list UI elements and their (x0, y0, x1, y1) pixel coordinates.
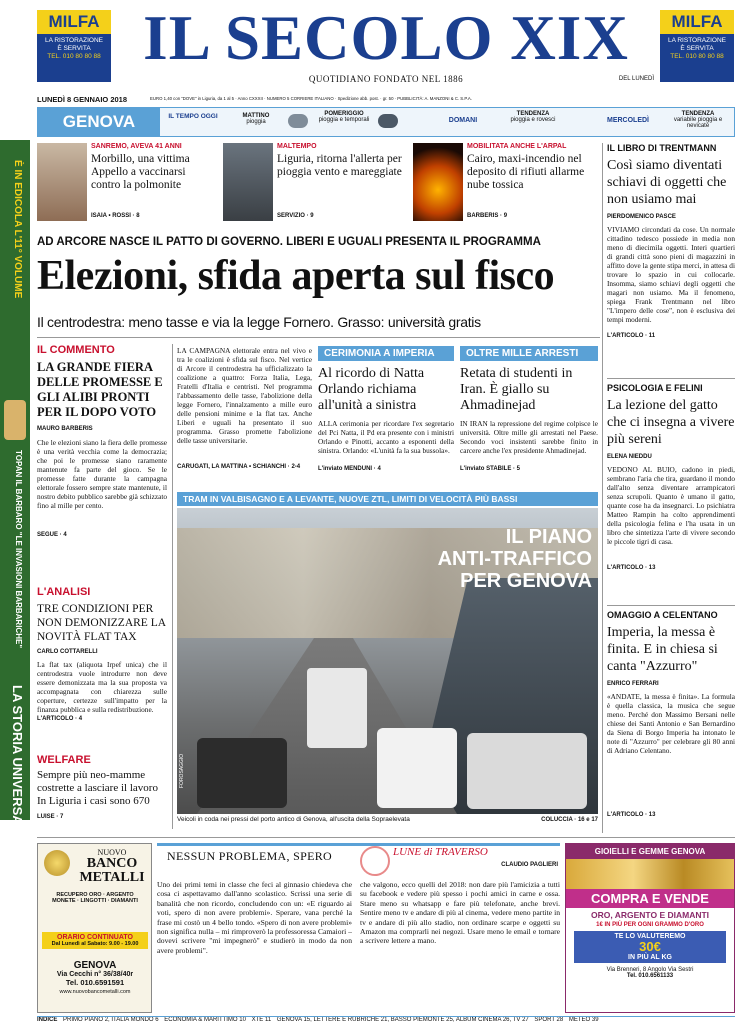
banco-title (74, 848, 150, 885)
moon-icon (360, 846, 390, 876)
banco-title-line: NUOVO (97, 848, 127, 857)
milfa-logo: MILFA (37, 10, 111, 34)
analisi-more: L'ARTICOLO · 4 (37, 716, 83, 722)
milfa-line: TEL. 010 80 80 88 (47, 53, 101, 60)
weather-tendency-desc: pioggia e rovesci (510, 117, 556, 123)
right-story-2[interactable] (607, 383, 735, 571)
storm-cloud-icon (378, 114, 398, 128)
cerimonia-headline: Al ricordo di Natta Orlando richiama all'unità a sinistra (318, 366, 425, 413)
commento-author: MAURO BARBERIS (37, 426, 93, 432)
teaser-photo (37, 143, 87, 221)
column-body-1: Uno dei primi temi in classe che feci al ginnasio chiedeva che cosa ci aspettavamo dall'anno scolastico. Scrissi una serie di banalità che non ricordo, concludendo con un: «E riguardo ai voti, spero di non avere problemi». Sperare, vana perché la frase mi costò un 4 bello tondo. «Spero di non avere problemi» non significa nulla – mi rimproverò la professoressa Camaiori – dovevi scrivere "mi impegnerò" e studierò in modo da non avere problemi". (157, 880, 352, 955)
banco-city: GENOVA (73, 960, 117, 971)
main-byline: CARUGATI, LA MATTINA • SCHIANCHI · 2-4 (177, 464, 301, 470)
right-label: IL LIBRO DI TRENTMANN (607, 143, 717, 153)
issue-date: LUNEDÌ 8 GENNAIO 2018 (37, 95, 128, 104)
banco-hours-title: ORARIO CONTINUATO (57, 934, 133, 941)
teaser-2[interactable] (223, 143, 408, 223)
gioielli-ad[interactable] (565, 843, 735, 1013)
divider (37, 337, 600, 338)
arresti-headline: Retata di studenti in Iran. È giallo su Ahmadinejad (460, 366, 573, 413)
banco-site[interactable]: www.nuovobancometalli.com (59, 989, 131, 995)
main-headline: Elezioni, sfida aperta sul fisco (37, 253, 555, 299)
photo-bar: TRAM IN VALBISAGNO E A LEVANTE, NUOVE ZTL, LIMITI DI VELOCITÀ PIÙ BASSI (177, 492, 598, 506)
teaser-3[interactable] (413, 143, 598, 223)
weather-tendency-label: TENDENZA (516, 111, 550, 117)
welfare-byline: LUISE · 7 (37, 814, 64, 820)
cerimonia-byline: L'inviato MENDUNI · 4 (318, 466, 381, 472)
banner-bottom-text: LA STORIA UNIVERSALE DISNEY. (10, 685, 25, 896)
right-more-text: L'ARTICOLO (607, 333, 644, 339)
photo-car (307, 668, 367, 748)
analisi-box[interactable] (37, 586, 167, 722)
right-more: L'ARTICOLO · 11 (607, 333, 656, 339)
right-headline: La lezione del gatto che ci insegna a vivere più sereni (607, 398, 735, 447)
gioielli-line1: COMPRA E VENDE (566, 889, 734, 908)
banco-address: Via Cecchi n° 36/38/40r (56, 971, 134, 978)
banner-top-text: È IN EDICOLA L'11° VOLUME (12, 160, 23, 299)
photo-caption: Veicoli in coda nei pressi del porto antico di Genova, all'uscita della Sopraelevata (177, 816, 410, 823)
teaser-byline: ISAIA • ROSSI · 8 (91, 213, 140, 219)
teaser-kicker: SANREMO, AVEVA 41 ANNI (91, 143, 182, 150)
teaser-byline-text: BARBERIS (467, 213, 499, 219)
main-subhead: Il centrodestra: meno tasse e via la legge Fornero. Grasso: università gratis (37, 314, 481, 330)
milfa-ad-left[interactable] (37, 10, 111, 82)
photo-byline: COLUCCIA · 16 e 17 (541, 817, 598, 823)
weather-afternoon (313, 111, 375, 123)
banco-contact (42, 960, 148, 995)
welfare-byline-text: LUISE (37, 814, 55, 820)
cerimonia-page: 4 (377, 466, 381, 472)
main-page: 2-4 (291, 464, 301, 470)
right-body: «ANDATE, la messa è finita». La formula è quella classica, la musica che segue meno. Perché don Massimo Bersani nelle chiese dei Santi Antonio e San Bernardino da Siena di Borgo Imperia ha intonato le note di "Azzurro" per celebrare gli 80 anni di Adriano Celentano. (607, 692, 735, 755)
photo-car (197, 738, 287, 808)
right-story-3[interactable] (607, 610, 735, 818)
weather-morning-desc: pioggia (246, 119, 266, 125)
index-bar (37, 1016, 735, 1024)
teaser-byline-text: ISAIA • ROSSI (91, 213, 131, 219)
teaser-byline: SERVIZIO · 9 (277, 213, 314, 219)
weather-city: GENOVA (38, 108, 160, 136)
teaser-page: 9 (503, 213, 508, 219)
analisi-more-text: L'ARTICOLO (37, 716, 74, 722)
commento-more: SEGUE · 4 (37, 532, 67, 538)
teaser-kicker: MOBILITATA ANCHE L'ARPAL (467, 143, 567, 150)
teaser-headline: Morbillo, una vittima Appello a vaccinarsi contro la polmonite (91, 153, 190, 191)
photo-byline-text: COLUCCIA (541, 817, 573, 823)
right-author: PIERDOMENICO PASCE (607, 214, 676, 220)
teaser-headline: Cairo, maxi-incendio nel deposito di rifiuti allarme nube tossica (467, 153, 585, 191)
main-body: LA CAMPAGNA elettorale entra nel vivo e tra le coalizioni è sfida sul fisco. Nel vertice di Arcore il centrodestra ha ufficializzato la coalizione a quattro: Forza Italia, Lega, Fratelli d'Italia e centristi. Nel programma l'abbassamento delle tasse, l'abolizione della legge Fornero, l'innalzamento a mille euro delle pensioni minime e la flat tax. Anche Liberi e uguali ha presentato il suo programma. Grasso promette l'abolizione delle tasse universitarie. (177, 346, 312, 445)
divider (607, 378, 735, 379)
index-item[interactable]: XTE 11 (251, 1017, 272, 1023)
banco-service-line: MONETE · LINGOTTI · DIAMANTI (52, 898, 138, 904)
arresti-byline: L'inviato STABILE · 5 (460, 466, 521, 472)
weather-tendency1 (503, 111, 563, 123)
banco-title-line: METALLI (79, 870, 145, 885)
right-headline: Imperia, la messa è finita. E in chiesa si canta "Azzurro" (607, 625, 718, 674)
milfa-line: LA RISTORAZIONE (44, 37, 104, 44)
right-label: PSICOLOGIA E FELINI (607, 383, 703, 393)
gold-bars-image (566, 859, 734, 889)
banco-service-line: RECUPERO ORO · ARGENTO (56, 892, 134, 898)
right-author: ELENA NIEDDU (607, 454, 652, 460)
masthead-title: IL SECOLO XIX (143, 3, 629, 73)
masthead-edition: DEL LUNEDÌ (618, 76, 654, 82)
gioielli-title: GIOIELLI E GEMME GENOVA (566, 844, 734, 859)
photo-car (377, 728, 457, 808)
welfare-headline: Sempre più neo-mamme costrette a lasciare il lavoro In Liguria i casi sono 670 (37, 769, 158, 807)
banco-title-line: BANCO (86, 856, 138, 871)
right-page: 13 (648, 565, 656, 571)
divider (172, 344, 173, 829)
gioielli-bonus: 30€ (639, 939, 661, 954)
commento-body: Che le elezioni siano la fiera delle promesse è una verità vecchia come la democrazia; che poi le promesse siano raramente mantenute fa parte del gioco. Se le promesse fatte durante la campagna elettorale fossero sempre state mantenute, il nostro debito pubblico sarebbe già schizzato fino al mille per cento. (37, 438, 167, 510)
banco-services (42, 892, 148, 904)
right-author: ENRICO FERRARI (607, 681, 659, 687)
commento-page: 4 (63, 532, 67, 538)
right-more: L'ARTICOLO · 13 (607, 565, 656, 571)
disney-side-banner[interactable] (0, 140, 30, 896)
analisi-page: 4 (78, 716, 83, 722)
gioielli-address: Via Brenneri, 8 Angolo Via Sestri (606, 967, 694, 973)
photo-overlay-line: IL PIANO (505, 526, 592, 548)
index-item[interactable]: METEO 39 (568, 1017, 599, 1023)
right-label: OMAGGIO A CELENTANO (607, 610, 718, 620)
photo-car (467, 733, 587, 809)
weather-afternoon-desc: pioggia e temporali (318, 117, 370, 123)
divider (37, 837, 735, 838)
gioielli-line3: 1€ IN PIÙ PER OGNI GRAMMO D'ORO (596, 922, 704, 928)
weather-afternoon-label: POMERIGGIO (324, 111, 364, 117)
index-item[interactable]: ECONOMIA & MARITTIMO 10 (164, 1017, 246, 1023)
right-story-1[interactable] (607, 143, 735, 339)
gioielli-phone: Tel. 010.6561133 (626, 973, 674, 979)
photo-credit: FOROSAGGIO (179, 753, 185, 788)
teaser-byline: BARBERIS · 9 (467, 213, 508, 219)
banco-metalli-ad[interactable] (37, 843, 152, 1013)
column-title: NESSUN PROBLEMA, SPERO (167, 849, 332, 863)
arresti-bar: OLTRE MILLE ARRESTI (460, 346, 598, 361)
weather-today-label: IL TEMPO OGGI (168, 113, 218, 120)
commento-headline: LA GRANDE FIERA DELLE PROMESSE E GLI ALIBI PRONTI PER IL DOPO VOTO (37, 360, 163, 419)
weather-wednesday-label: MERCOLEDÌ (607, 117, 649, 124)
index-item[interactable]: GENOVA 15, LETTERE E RUBRICHE 21, BASSO PIEMONTE 25, ALBUM CINEMA 26, TV 27 (276, 1017, 529, 1023)
index-label: INDICE (37, 1017, 58, 1023)
photo-overlay-line: ANTI-TRAFFICO (437, 548, 592, 570)
teaser-page: 8 (136, 213, 140, 219)
gioielli-offer (574, 931, 726, 963)
cerimonia-bar: CERIMONIA A IMPERIA (318, 346, 454, 361)
analisi-headline: TRE CONDIZIONI PER NON DEMONIZZARE LA NOVITÀ FLAT TAX (37, 603, 166, 643)
banner-figure (4, 400, 26, 440)
teaser-byline-text: SERVIZIO (277, 213, 305, 219)
weather-tomorrow-label: DOMANI (448, 117, 478, 124)
weather-morning (226, 113, 286, 125)
divider (602, 143, 603, 833)
teaser-page: 9 (310, 213, 314, 219)
right-body: VEDONO AL BUIO, cadono in piedi, sembrano l'aria che tira, guardano il mondo dall'alto senza diventare arrampicatori senza scrupoli. Quanto è umano il gatto, quante cose ha da insegnarci. Lo psichiatra Matteo Rampin ha colto apprendimenti della psicologia felina e l'ha usata in un libro che sintetizza l'arte di vivere secondo le piccole tigri di casa. (607, 465, 735, 546)
main-story[interactable] (177, 346, 312, 470)
cerimonia-byline-text: L'inviato MENDUNI (318, 466, 373, 472)
teaser-headline: Liguria, ritorna l'allerta per pioggia vento e mareggiate (277, 153, 402, 178)
welfare-label: WELFARE (37, 754, 91, 766)
arresti-body: IN IRAN la repressione del regime colpisce le università. Oltre mille gli arrestati nel Paese. Secondo voci insistenti sarebbe finito in carcere anche l'ex presidente Ahmadinejad. (460, 419, 598, 455)
milfa-ad-right[interactable] (660, 10, 734, 82)
teaser-kicker: MALTEMPO (277, 143, 317, 150)
index-item[interactable]: SPORT 28 (534, 1017, 564, 1023)
commento-label: IL COMMENTO (37, 344, 115, 356)
main-kicker: AD ARCORE NASCE IL PATTO DI GOVERNO. LIBERI E UGUALI PRESENTA IL PROGRAMMA (37, 236, 541, 248)
price-line: EURO 1,40 con "DOVE" in Liguria, da 1 al 5 · Anno CXXXII · NUMERO 5 CORRIERE ITALIANO · Spedizione abb. post. · gr. 50 · PUBBLICITÀ: A. MANZONI & C. S.P.A. (150, 96, 472, 101)
weather-tendency-desc: variabile pioggia e nevicate (673, 117, 723, 129)
banco-hours-text: Dal Lunedì al Sabato: 9.00 - 19.00 (51, 941, 139, 947)
column-body-2: che valgono, ecco quelli del 2018: non dare più l'amicizia a tutti su facebook e vedere più spesso i pochi amici in carne e ossa. Stare meno su whatsapp e fare più telefonate, anche brevi. Sentire meno tv e andare di più al cinema, vedere meno partite in tv e andare di più allo stadio, non ordinare scarpe e oggetti su Amazon ma comprarli nei negozi. Usare meno le email e tornare a scrivere lettere a mano. (360, 880, 560, 946)
gioielli-offer-text: TE LO VALUTEREMO (614, 933, 686, 940)
masthead-subtitle: QUOTIDIANO FONDATO NEL 1886 (308, 74, 464, 84)
cerimonia-body: ALLA cerimonia per ricordare l'ex segretario del Pci Natta, il Pd era presente con i ministri Orlando e Pinotti, accanto a esponenti della sinistra. Orlando: «L'unità fa la sua bussola». (318, 419, 454, 455)
weather-bar (37, 107, 735, 137)
gioielli-line2: ORO, ARGENTO E DIAMANTI (590, 910, 710, 920)
photo-page: 16 e 17 (577, 817, 598, 823)
welfare-page: 7 (60, 814, 64, 820)
milfa-line: LA RISTORAZIONE (667, 37, 727, 44)
right-body: VIVIAMO circondati da cose. Un normale cittadino tedesco possiede in media non meno di diecimila oggetti. Interi quartieri di grandi città sono pieni di magazzini in affitto dove la gente stipa merci, in attesa di trovare lo spazio in cui collocarle. Insomma, siamo schiavi degli oggetti che magari non usiamo. Ma il fenomeno, spiega Frank Trentmann nel libro "L'impero delle cose", non è esclusiva dei tempi moderni. (607, 225, 735, 324)
analisi-author: CARLO COTTARELLI (37, 649, 98, 655)
arresti-page: 5 (516, 466, 521, 472)
teaser-photo (223, 143, 273, 221)
index-item[interactable]: PRIMO PIANO 2, ITALIA MONDO 6 (63, 1017, 159, 1023)
milfa-logo: MILFA (660, 10, 734, 34)
milfa-line: È SERVITA (57, 45, 91, 52)
right-page: 13 (648, 812, 656, 818)
banco-hours (42, 932, 148, 949)
banner-middle-text: TOPAN IL BARBARO "LE INVASIONI BARBARICHE" (14, 450, 23, 649)
right-page: 11 (648, 333, 656, 339)
weather-tendency-label: TENDENZA (681, 111, 715, 117)
right-headline: Così siamo diventati schiavi di oggetti che non usiamo mai (607, 158, 727, 207)
right-more-text: L'ARTICOLO (607, 812, 644, 818)
column-author: CLAUDIO PAGLIERI (501, 862, 558, 868)
arresti-story[interactable] (460, 346, 598, 472)
traffic-photo[interactable] (177, 508, 598, 814)
analisi-label: L'ANALISI (37, 586, 91, 598)
right-more-text: L'ARTICOLO (607, 565, 644, 571)
weather-morning-label: MATTINO (242, 113, 270, 119)
right-more: L'ARTICOLO · 13 (607, 812, 656, 818)
rain-cloud-icon (288, 114, 308, 128)
commento-box[interactable] (37, 344, 167, 538)
banco-phone: Tel. 010.6591591 (65, 978, 125, 987)
teaser-1[interactable] (37, 143, 217, 223)
weather-tendency2 (663, 111, 733, 129)
analisi-body: La flat tax (aliquota Irpef unica) che il centrodestra vuole introdurre non deve essere demonizzata ma la sua proposta va accompagnata con chiarezza sulle coperture, certezze sull'impatto per la finanza pubblica e sulla redistribuzione. (37, 660, 167, 714)
milfa-line: TEL. 010 80 80 88 (670, 53, 724, 60)
coin-icon (44, 850, 70, 876)
photo-overlay-line: PER GENOVA (460, 570, 592, 592)
milfa-line: È SERVITA (680, 45, 714, 52)
arresti-byline-text: L'inviato STABILE (460, 466, 512, 472)
gioielli-bonus2: IN PIÙ AL KG (628, 954, 672, 961)
main-byline-text: CARUGATI, LA MATTINA • SCHIANCHI (177, 464, 287, 470)
welfare-box[interactable] (37, 754, 167, 820)
column-rubric: LUNE di TRAVERSO (393, 846, 488, 858)
commento-more-text: SEGUE (37, 532, 59, 538)
divider (607, 605, 735, 606)
teaser-photo (413, 143, 463, 221)
cerimonia-story[interactable] (318, 346, 454, 472)
